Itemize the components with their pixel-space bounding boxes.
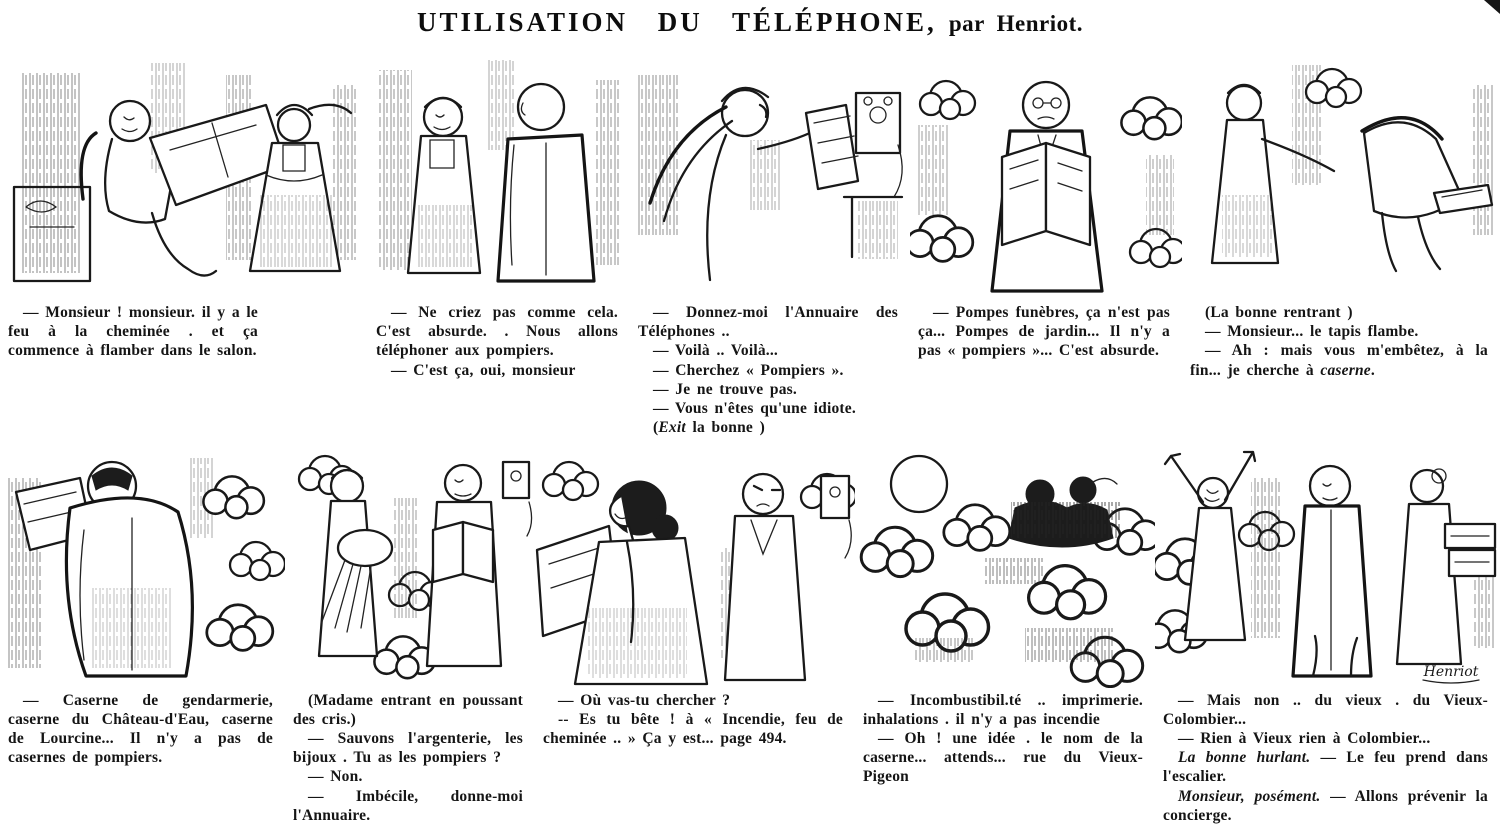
caption-segment-italic: caserne — [1320, 361, 1371, 379]
caption-segment: — Donnez-moi l'Annuaire des Téléphones .. — [638, 304, 898, 341]
maid-carrying-silverware-man-with-book-illustration — [285, 438, 535, 688]
caption-segment: — C'est ça, oui, monsieur — [391, 361, 576, 379]
caption-segment-italic: Exit — [658, 419, 686, 437]
panel-6-drawing — [0, 438, 285, 688]
page-title — [0, 0, 1500, 43]
panel-7-caption — [285, 688, 535, 825]
panel-2-drawing — [368, 45, 630, 300]
panel-7 — [285, 438, 535, 825]
caption-segment: — Rien à Vieux rien à Colombier... — [1178, 729, 1431, 747]
caption-segment: — Le feu prend dans l'escalier. — [1163, 749, 1488, 786]
caption-segment: — Imbécile, donne-moi l'Annuaire. — [293, 787, 523, 824]
caption-segment: — Où vas-tu chercher ? — [558, 691, 731, 709]
caption-line — [863, 729, 1143, 787]
caption-segment: — Vous n'êtes qu'une idiote. — [653, 400, 856, 418]
caption-line — [8, 691, 273, 768]
caption-line — [543, 691, 843, 710]
panel-9-caption — [855, 688, 1155, 787]
caption-segment: — Voilà .. Voilà... — [653, 342, 779, 360]
caption-segment: — Non. — [308, 768, 363, 786]
panel-2-caption — [368, 300, 630, 380]
panel-2 — [368, 45, 630, 380]
panel-1-drawing — [0, 45, 368, 300]
caption-line — [1190, 341, 1488, 379]
panel-9-drawing — [855, 438, 1155, 688]
caption-line — [1190, 322, 1488, 341]
panel-10 — [1155, 438, 1500, 825]
panel-4-caption — [910, 300, 1182, 361]
caption-line — [638, 399, 898, 418]
panel-4-drawing — [910, 45, 1182, 300]
caption-segment-italic: La bonne hurlant. — [1178, 749, 1311, 767]
caption-line — [543, 710, 843, 748]
man-from-behind-reading-directory-illustration — [0, 438, 285, 688]
strip-row-2 — [0, 438, 1500, 825]
panel-10-caption — [1155, 688, 1500, 825]
caption-segment-italic: Monsieur, posément. — [1178, 787, 1321, 805]
caption-line — [638, 341, 898, 360]
panel-3-drawing — [630, 45, 910, 300]
caption-line — [8, 303, 258, 361]
caption-line — [293, 767, 523, 786]
caption-line — [376, 361, 618, 380]
caption-line — [1163, 691, 1488, 729]
caption-segment: — Ah : mais vous m'embêtez, à la fin... je cherche à — [1190, 342, 1488, 379]
panel-8 — [535, 438, 855, 749]
panel-10-drawing — [1155, 438, 1500, 688]
caption-line — [293, 787, 523, 825]
man-searching-directory-in-smoke-illustration — [910, 45, 1182, 300]
caption-line — [1163, 748, 1488, 786]
caption-segment: — Caserne de gendarmerie, caserne du Château-d'Eau, caserne de Lourcine... Il n'y a pas de casernes de pompiers. — [8, 691, 273, 767]
caption-line — [638, 418, 898, 437]
room-filled-with-smoke-two-figures-illustration — [855, 438, 1155, 688]
panel-3-caption — [630, 300, 910, 438]
caption-segment: — Je ne trouve pas. — [653, 380, 797, 398]
caption-line — [376, 303, 618, 361]
panel-5-drawing — [1182, 45, 1500, 300]
caption-segment: — Allons prévenir la concierge. — [1163, 787, 1488, 824]
strip-row-1 — [0, 45, 1500, 438]
panel-4 — [910, 45, 1182, 361]
caption-segment: — Incombustibil.té .. imprimerie. inhalations . il n'y a pas incendie — [863, 691, 1143, 728]
caption-segment: — Ne criez pas comme cela. C'est absurde. . Nous allons téléphoner aux pompiers. — [376, 304, 618, 360]
title-byline: par Henriot. — [948, 11, 1084, 36]
caption-line — [638, 380, 898, 399]
caption-segment: — Mais non .. du vieux . du Vieux-Colombier... — [1163, 691, 1488, 728]
caption-line — [293, 729, 523, 767]
caption-segment: (La bonne rentrant ) — [1205, 304, 1353, 321]
caption-line — [293, 691, 523, 729]
artist-signature: Henriot — [1423, 663, 1479, 680]
caption-segment: — Monsieur... le tapis flambe. — [1205, 323, 1419, 341]
madame-reading-directory-stern-man-illustration — [535, 438, 855, 688]
panel-5-caption — [1182, 300, 1500, 380]
caption-segment: — Oh ! une idée . le nom de la caserne... attends... rue du Vieux-Pigeon — [863, 729, 1143, 786]
caption-segment: -- Es tu bête ! à « Incendie, feu de cheminée .. » Ça y est... page 494. — [543, 710, 843, 747]
maid-returning-man-bent-over-book-illustration — [1182, 45, 1500, 300]
panel-6 — [0, 438, 285, 768]
caption-segment: (Madame entrant en poussant des cris.) — [293, 691, 523, 728]
caption-segment: — Cherchez « Pompiers ». — [653, 361, 844, 379]
caption-line — [1190, 303, 1488, 322]
panel-6-caption — [0, 688, 285, 768]
panel-9 — [855, 438, 1155, 787]
panicked-maid-calm-man-woman-with-boxes-illustration — [1155, 438, 1500, 688]
caption-segment: — Monsieur ! monsieur. il y a le feu à la cheminée . et ça commence à flamber dans le salon. — [8, 304, 258, 360]
caption-segment: la bonne ) — [685, 419, 765, 437]
maid-with-directory-at-wall-telephone-illustration — [630, 45, 910, 300]
panel-8-caption — [535, 688, 855, 749]
caption-line — [638, 361, 898, 380]
caption-line — [1163, 787, 1488, 825]
maid-and-master-talking-illustration — [368, 45, 630, 300]
panel-1-caption — [0, 300, 270, 361]
caption-line — [1163, 729, 1488, 748]
seated-man-reading-newspaper-illustration — [0, 45, 368, 300]
caption-segment: ( — [653, 419, 659, 437]
caption-segment: . — [1370, 361, 1375, 379]
caption-line — [638, 303, 898, 341]
panel-7-drawing — [285, 438, 535, 688]
caption-segment: — Sauvons l'argenterie, les bijoux . Tu as les pompiers ? — [293, 729, 523, 767]
panel-3 — [630, 45, 910, 438]
panel-5 — [1182, 45, 1500, 380]
panel-1 — [0, 45, 368, 361]
title-main: UTILISATION DU TÉLÉPHONE, — [416, 7, 937, 37]
caption-line — [918, 303, 1170, 361]
panel-8-drawing — [535, 438, 855, 688]
caption-segment: — Pompes funèbres, ça n'est pas ça... Pompes de jardin... Il n'y a pas « pompiers »... C'est absurde. — [918, 304, 1170, 360]
caption-line — [863, 691, 1143, 729]
